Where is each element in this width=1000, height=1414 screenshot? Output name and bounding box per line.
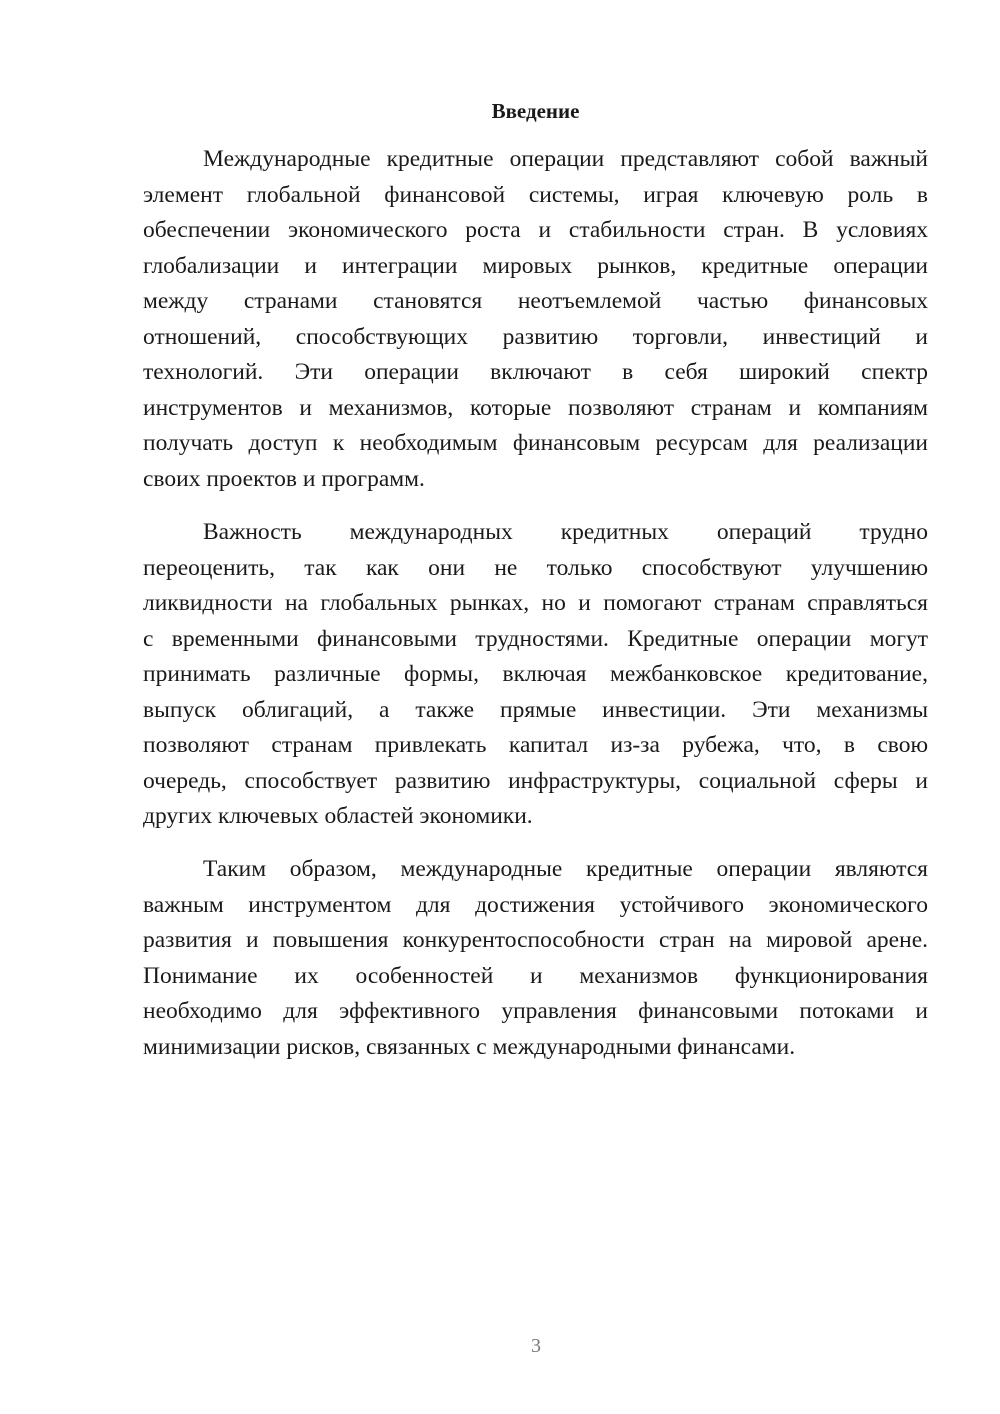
text-line: ликвидности на глобальных рынках, но и помогают странам справляться [143,590,928,616]
text-line: обеспечении экономического роста и стабильности стран. В условиях [143,217,928,243]
text-line: инструментов и механизмов, которые позволяют странам и компаниям [143,394,928,421]
text-line: Международные кредитные операции представляют собой важный [203,146,928,172]
text-line: Таким образом, международные кредитные операции являются [203,856,928,882]
text-line: важным инструментом для достижения устойчивого экономического [143,891,928,918]
text-line: технологий. Эти операции включают в себя широкий спектр [143,359,928,385]
text-line: Важность международных кредитных операций трудно [203,519,928,545]
text-line: своих проектов и программ. [143,465,425,492]
text-line: других ключевых областей экономики. [143,803,533,829]
text-line: очередь, способствует развитию инфраструктуры, социальной сферы и [143,767,928,794]
text-line: переоценить, так как они не только способствуют улучшению [143,554,928,581]
text-line: отношений, способствующих развитию торговли, инвестиций и [143,323,928,350]
text-line: Понимание их особенностей и механизмов функционирования [143,962,928,989]
text-line: между странами становятся неотъемлемой частью финансовых [143,288,928,314]
text-line: получать доступ к необходимым финансовым ресурсам для реализации [143,430,928,456]
text-line: с временными финансовыми трудностями. Кредитные операции могут [143,625,928,652]
section-heading: Введение [491,99,580,123]
paragraph-introduction [143,142,928,497]
text-line: принимать различные формы, включая межбанковское кредитование, [143,661,928,687]
text-line: выпуск облигаций, а также прямые инвестиции. Эти механизмы [143,696,928,723]
text-line: глобализации и интеграции мировых рынков, кредитные операции [143,252,928,279]
text-line: элемент глобальной финансовой системы, играя ключевую роль в [143,181,928,208]
text-line: развития и повышения конкурентоспособности стран на мировой арене. [143,927,928,953]
text-line: необходимо для эффективного управления финансовыми потоками и [143,998,928,1024]
page-number: 3 [531,1335,541,1357]
paragraph-importance [143,515,928,835]
text-line: позволяют странам привлекать капитал из-за рубежа, что, в свою [143,732,928,758]
text-line: минимизации рисков, связанных с международными финансами. [143,1033,796,1060]
paragraph-conclusion [143,852,928,1065]
